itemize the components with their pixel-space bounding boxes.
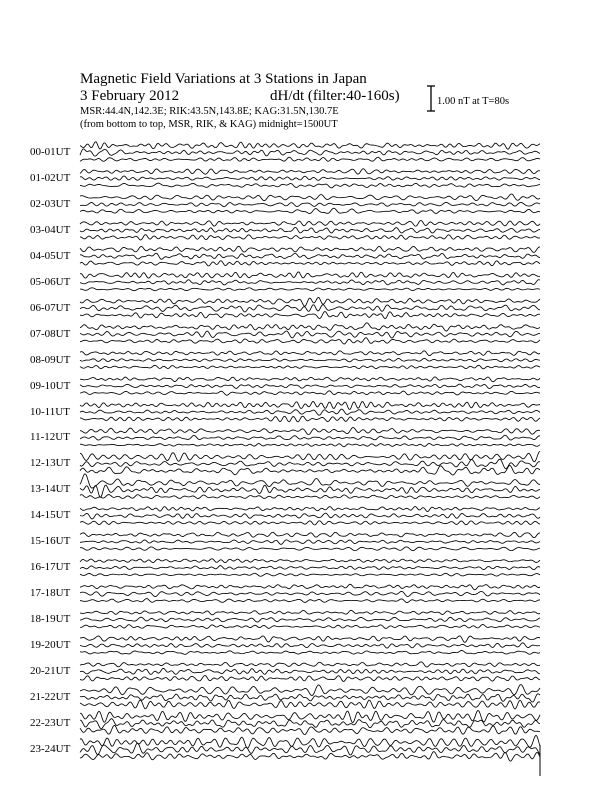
trace-MSR-22-23UT <box>80 710 540 722</box>
trace-RIK-21-22UT <box>80 694 540 702</box>
trace-KAG-18-19UT <box>80 624 540 628</box>
trace-KAG-22-23UT <box>80 725 540 734</box>
chart-date: 3 February 2012 <box>80 88 180 104</box>
trace-MSR-19-20UT <box>80 636 540 642</box>
trace-RIK-07-08UT <box>80 331 540 338</box>
trace-KAG-14-15UT <box>80 521 540 525</box>
trace-KAG-19-20UT <box>80 650 540 654</box>
trace-MSR-00-01UT <box>80 142 540 149</box>
hour-label-15-16UT: 15-16UT <box>30 535 71 548</box>
hour-label-06-07UT: 06-07UT <box>30 301 71 314</box>
hour-label-13-14UT: 13-14UT <box>30 483 71 496</box>
trace-MSR-11-12UT <box>80 427 540 434</box>
trace-KAG-04-05UT <box>80 261 540 266</box>
trace-MSR-14-15UT <box>80 507 540 512</box>
trace-KAG-09-10UT <box>80 391 540 395</box>
hour-label-14-15UT: 14-15UT <box>30 509 71 522</box>
hour-label-12-13UT: 12-13UT <box>30 457 71 470</box>
trace-KAG-06-07UT <box>80 311 540 318</box>
trace-KAG-17-18UT <box>80 599 540 603</box>
trace-KAG-12-13UT <box>80 465 540 475</box>
hour-label-07-08UT: 07-08UT <box>30 327 71 340</box>
trace-RIK-05-06UT <box>80 280 540 285</box>
hour-label-21-22UT: 21-22UT <box>30 690 71 703</box>
trace-RIK-19-20UT <box>80 643 540 648</box>
hour-label-18-19UT: 18-19UT <box>30 613 71 626</box>
trace-MSR-17-18UT <box>80 584 540 590</box>
trace-MSR-06-07UT <box>80 297 540 306</box>
hour-label-05-06UT: 05-06UT <box>30 275 71 288</box>
trace-RIK-09-10UT <box>80 384 540 388</box>
trace-MSR-21-22UT <box>80 685 540 696</box>
hour-label-09-10UT: 09-10UT <box>30 379 71 392</box>
trace-KAG-02-03UT <box>80 208 540 213</box>
hour-label-00-01UT: 00-01UT <box>30 146 71 158</box>
trace-KAG-15-16UT <box>80 547 540 551</box>
trace-KAG-23-24UT <box>80 752 540 761</box>
trace-RIK-18-19UT <box>80 617 540 622</box>
trace-MSR-20-21UT <box>80 662 540 667</box>
trace-MSR-15-16UT <box>80 532 540 537</box>
hour-label-23-24UT: 23-24UT <box>30 742 71 755</box>
trace-KAG-21-22UT <box>80 700 540 709</box>
hour-label-11-12UT: 11-12UT <box>30 431 70 444</box>
trace-KAG-00-01UT <box>80 157 540 161</box>
trace-RIK-23-24UT <box>80 743 540 755</box>
hour-label-02-03UT: 02-03UT <box>30 197 71 210</box>
trace-group <box>80 142 540 776</box>
trace-MSR-16-17UT <box>80 559 540 563</box>
trace-RIK-16-17UT <box>80 566 540 570</box>
trace-RIK-00-01UT <box>80 149 540 156</box>
trace-KAG-01-02UT <box>80 183 540 188</box>
trace-RIK-06-07UT <box>80 305 540 312</box>
trace-MSR-13-14UT <box>80 474 540 488</box>
trace-RIK-17-18UT <box>80 591 540 596</box>
chart-quantity: dH/dt (filter:40-160s) <box>270 88 400 104</box>
trace-MSR-08-09UT <box>80 351 540 356</box>
hour-label-10-11UT: 10-11UT <box>30 405 70 418</box>
trace-KAG-05-06UT <box>80 288 540 291</box>
trace-MSR-10-11UT <box>80 401 540 409</box>
trace-KAG-13-14UT <box>80 495 540 499</box>
trace-RIK-12-13UT <box>80 459 540 468</box>
trace-KAG-20-21UT <box>80 675 540 681</box>
trace-MSR-01-02UT <box>80 169 540 174</box>
hour-label-17-18UT: 17-18UT <box>30 587 71 600</box>
station-order-note: (from bottom to top, MSR, RIK, & KAG) midnight=1500UT <box>80 119 338 130</box>
trace-MSR-05-06UT <box>80 272 540 278</box>
trace-RIK-11-12UT <box>80 435 540 440</box>
hour-label-20-21UT: 20-21UT <box>30 665 71 677</box>
trace-MSR-18-19UT <box>80 610 540 615</box>
trace-RIK-04-05UT <box>80 253 540 259</box>
trace-RIK-01-02UT <box>80 176 540 180</box>
chart-title: Magnetic Field Variations at 3 Stations in Japan <box>80 71 367 87</box>
trace-RIK-08-09UT <box>80 358 540 361</box>
trace-RIK-03-04UT <box>80 227 540 233</box>
trace-RIK-10-11UT <box>80 409 540 415</box>
hour-label-03-04UT: 03-04UT <box>30 223 71 236</box>
trace-KAG-08-09UT <box>80 365 540 368</box>
station-coordinates: MSR:44.4N,142.3E; RIK:43.5N,143.8E; KAG:31.5N,130.7E <box>80 106 339 117</box>
trace-MSR-04-05UT <box>80 246 540 252</box>
trace-KAG-11-12UT <box>80 443 540 446</box>
trace-RIK-13-14UT <box>80 485 540 497</box>
trace-KAG-03-04UT <box>80 235 540 240</box>
hour-label-01-02UT: 01-02UT <box>30 171 71 184</box>
trace-RIK-15-16UT <box>80 540 540 544</box>
trace-KAG-16-17UT <box>80 573 540 576</box>
trace-RIK-14-15UT <box>80 513 540 519</box>
hour-label-08-09UT: 08-09UT <box>30 353 71 366</box>
trace-MSR-07-08UT <box>80 323 540 331</box>
trace-MSR-03-04UT <box>80 220 540 226</box>
trace-MSR-02-03UT <box>80 194 540 201</box>
hour-label-04-05UT: 04-05UT <box>30 249 71 262</box>
trace-KAG-07-08UT <box>80 338 540 344</box>
trace-RIK-20-21UT <box>80 668 540 674</box>
hour-label-19-20UT: 19-20UT <box>30 639 71 652</box>
hour-label-22-23UT: 22-23UT <box>30 716 71 729</box>
trace-RIK-02-03UT <box>80 202 540 206</box>
hour-label-16-17UT: 16-17UT <box>30 561 71 574</box>
scale-bar-label: 1.00 nT at T=80s <box>437 96 510 107</box>
trace-MSR-09-10UT <box>80 377 540 382</box>
trace-KAG-10-11UT <box>80 416 540 422</box>
